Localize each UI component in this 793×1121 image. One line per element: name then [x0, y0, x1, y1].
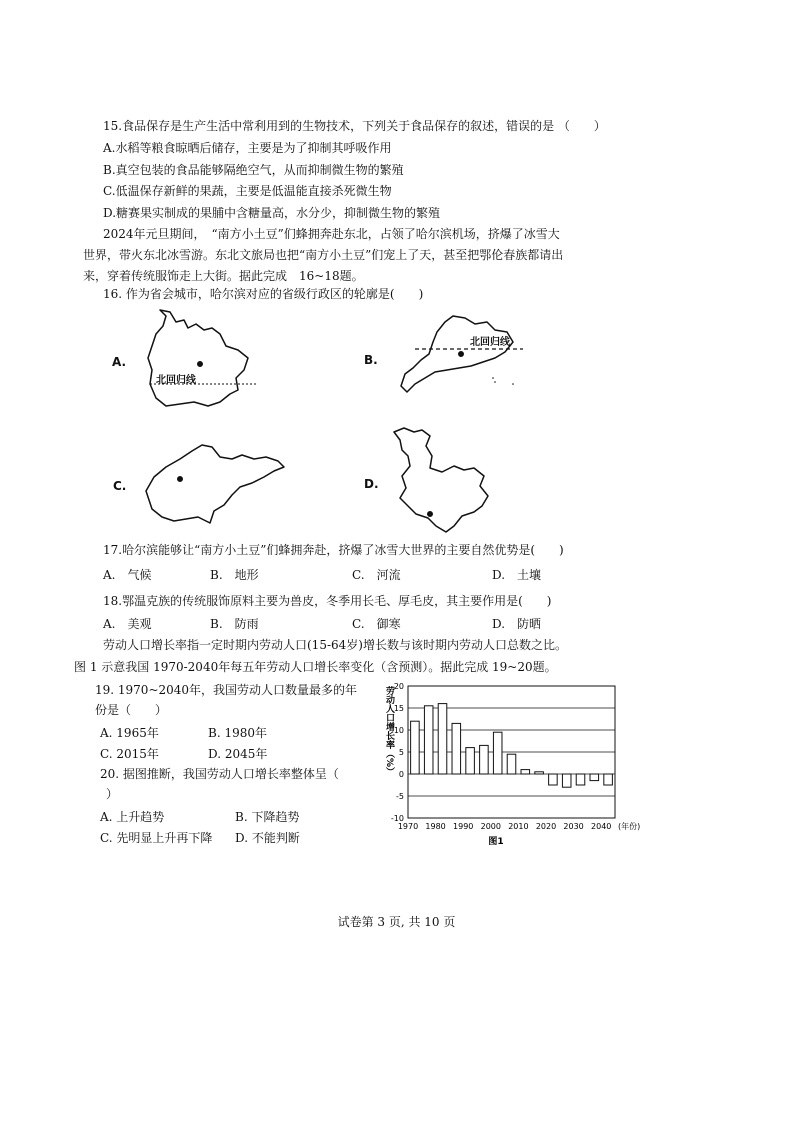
- x-tick-label: 2010: [508, 822, 529, 831]
- map-a-yunnan-outline: [138, 306, 258, 411]
- q17-option-a: A. 气候: [103, 568, 152, 582]
- map-b-tropic-label: 北回归线: [470, 337, 510, 348]
- map-d-heilongjiang-outline: [390, 426, 500, 536]
- q15-option-c: C.低温保存新鲜的果蔬，主要是低温能直接杀死微生物: [103, 184, 392, 198]
- y-tick-label: -5: [396, 792, 404, 801]
- bar-1980: [438, 704, 447, 774]
- x-tick-label: 2040: [591, 822, 612, 831]
- passage2-line1: 劳动人口增长率指一定时期内劳动人口(15-64岁)增长数与该时期内劳动人口总数之比。: [103, 638, 567, 652]
- x-axis-label: (年份): [618, 822, 641, 831]
- q19-stem-line1: 19. 1970~2040年，我国劳动人口数量最多的年: [95, 683, 358, 697]
- map-option-b-label: B.: [364, 353, 378, 367]
- map-c-shandong-outline: [140, 437, 290, 527]
- bar-2020: [549, 774, 558, 785]
- q19-stem-line2: 份是（ ）: [95, 703, 168, 717]
- map-option-a-label: A.: [112, 355, 127, 369]
- x-tick-label: 1970: [397, 822, 419, 831]
- x-tick-label: 2030: [563, 822, 584, 831]
- bar-2030: [576, 774, 585, 785]
- labor-growth-bar-chart: [375, 678, 655, 853]
- q17-option-d: D. 土壤: [492, 568, 542, 582]
- bar-1990: [466, 748, 475, 774]
- bar-2035: [590, 774, 599, 781]
- q19-option-a: A. 1965年: [100, 726, 159, 740]
- bar-2000: [493, 732, 502, 774]
- q19-option-c: C. 2015年: [100, 747, 159, 761]
- bar-2005: [507, 754, 516, 774]
- bar-1970: [411, 721, 420, 774]
- x-tick-label: 2020: [535, 822, 557, 831]
- bar-2010: [521, 770, 530, 774]
- map-option-c-label: C.: [113, 479, 127, 493]
- q20-option-d: D. 不能判断: [235, 831, 300, 845]
- y-tick-label: 20: [393, 682, 404, 691]
- map-b-guangdong-outline: [395, 312, 525, 397]
- map-option-d-label: D.: [364, 477, 379, 491]
- y-tick-label: -10: [390, 814, 404, 823]
- q15-option-a: A.水稻等粮食晾晒后储存，主要是为了抑制其呼吸作用: [103, 141, 392, 155]
- bar-1985: [452, 723, 461, 774]
- map-a-tropic-label: 北回归线: [156, 375, 196, 386]
- y-tick-label: 5: [398, 748, 404, 757]
- x-tick-label: 1980: [425, 822, 446, 831]
- q15-stem: 15.食品保存是生产生活中常利用到的生物技术，下列关于食品保存的叙述，错误的是 （ ）: [103, 119, 606, 133]
- q18-option-b: B. 防雨: [210, 617, 259, 631]
- x-tick-label: 1990: [453, 822, 474, 831]
- y-tick-label: 0: [398, 770, 404, 779]
- q17-option-c: C. 河流: [352, 568, 401, 582]
- q18-option-c: C. 御寒: [352, 617, 401, 631]
- q20-option-c: C. 先明显上升再下降: [100, 831, 213, 845]
- passage1-line3: 来，穿着传统服饰走上大街。据此完成 16~18题。: [83, 269, 364, 283]
- q20-stem-line1: 20. 据图推断，我国劳动人口增长率整体呈（: [100, 767, 339, 781]
- bar-1975: [424, 706, 433, 774]
- q19-option-b: B. 1980年: [208, 726, 267, 740]
- bar-1995: [480, 745, 489, 774]
- chart-caption: 图1: [488, 837, 504, 847]
- passage2-line2: 图 1 示意我国 1970-2040年每五年劳动人口增长率变化（含预测）。据此完成 19~20题。: [74, 660, 557, 674]
- y-axis-label: 劳动人口增长率（%）: [384, 686, 394, 777]
- page-footer: 试卷第 3 页, 共 10 页: [337, 915, 456, 929]
- passage1-line2: 世界，带火东北冰雪游。东北文旅局也把“南方小土豆”们宠上了天，甚至把鄂伦春族都请出: [83, 248, 564, 262]
- q20-option-a: A. 上升趋势: [100, 810, 165, 824]
- q18-option-d: D. 防晒: [492, 617, 542, 631]
- y-tick-label: 10: [393, 726, 404, 735]
- q17-stem: 17.哈尔滨能够让“南方小土豆”们蜂拥奔赴，挤爆了冰雪大世界的主要自然优势是( ): [103, 543, 564, 557]
- y-tick-label: 15: [393, 704, 404, 713]
- passage1-line1: 2024年元旦期间， “南方小土豆”们蜂拥奔赴东北，占领了哈尔滨机场，挤爆了冰雪大: [103, 227, 560, 241]
- q16-stem: 16. 作为省会城市，哈尔滨对应的省级行政区的轮廓是( ): [103, 287, 424, 301]
- bar-2025: [562, 774, 571, 787]
- q18-option-a: A. 美观: [103, 617, 152, 631]
- q18-stem: 18.鄂温克族的传统服饰原料主要为兽皮，冬季用长毛、厚毛皮，其主要作用是( ): [103, 594, 552, 608]
- q15-option-d: D.糖赛果实制成的果脯中含糖量高，水分少，抑制微生物的繁殖: [103, 206, 441, 220]
- q15-option-b: B.真空包装的食品能够隔绝空气，从而抑制微生物的繁殖: [103, 163, 404, 177]
- bar-2040: [604, 774, 613, 785]
- q17-option-b: B. 地形: [210, 568, 259, 582]
- bar-2015: [535, 772, 544, 774]
- q19-option-d: D. 2045年: [208, 747, 268, 761]
- x-tick-label: 2000: [480, 822, 501, 831]
- q20-option-b: B. 下降趋势: [235, 810, 300, 824]
- q20-stem-line2: ）: [106, 787, 119, 801]
